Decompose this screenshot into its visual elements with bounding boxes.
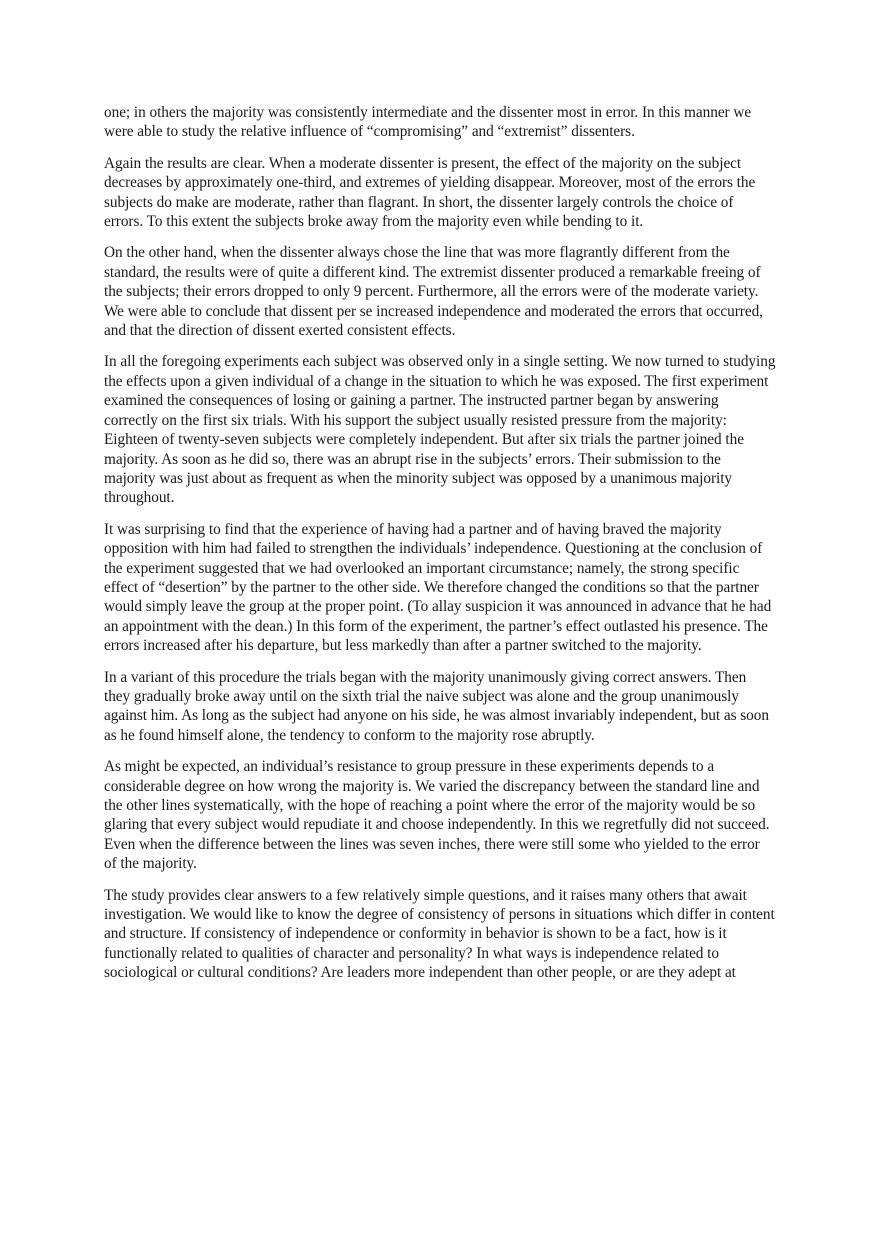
paragraph-8: The study provides clear answers to a few relatively simple questions, and it raises many others that await investigation. We would like to know the degree of consistency of persons in situations which differ in content and structure. If consistency of independence or conformity in behavior is shown to be a fact, how is it functionally related to qualities of character and personality? In what ways is independence related to sociological or cultural conditions? Are leaders more independent than other people, or are they adept at: [104, 886, 775, 982]
paragraph-1: one; in others the majority was consistently intermediate and the dissenter most in error. In this manner we were able to study the relative influence of “compromising” and “extremist” dissenters.: [104, 104, 752, 141]
paragraph-4: In all the foregoing experiments each subject was observed only in a single setting. We now turned to studying the effects upon a given individual of a change in the situation to which he was exposed. The first experiment examined the consequences of losing or gaining a partner. The instructed partner began by answering correctly on the first six trials. With his support the subject usually resisted pressure from the majority: Eighteen of twenty-seven subjects were completely independent. But after six trials the partner joined the majority. As soon as he did so, there was an abrupt rise in the subjects’ errors. Their submission to the majority was just about as frequent as when the minority subject was opposed by a unanimous majority throughout.: [104, 353, 776, 507]
paragraph-6: In a variant of this procedure the trials began with the majority unanimously giving correct answers. Then they gradually broke away until on the sixth trial the naive subject was alone and the group unanimously against him. As long as the subject had anyone on his side, he was almost invariably independent, but as soon as he found himself alone, the tendency to conform to the majority rose abruptly.: [104, 668, 769, 744]
paragraph-5: It was surprising to find that the experience of having had a partner and of having braved the majority opposition with him had failed to strengthen the individuals’ independence. Questioning at the conclusion of the experiment suggested that we had overlooked an important circumstance; namely, the strong specific effect of “desertion” by the partner to the other side. We therefore changed the conditions so that the partner would simply leave the group at the proper point. (To allay suspicion it was announced in advance that he had an appointment with the dean.) In this form of the experiment, the partner’s effect outlasted his presence. The errors increased after his departure, but less markedly than after a partner switched to the majority.: [104, 520, 772, 655]
paragraph-3: On the other hand, when the dissenter always chose the line that was more flagrantly different from the standard, the results were of quite a different kind. The extremist dissenter produced a remarkable freeing of the subjects; their errors dropped to only 9 percent. Furthermore, all the errors were of the moderate variety. We were able to conclude that dissent per se increased independence and moderated the errors that occurred, and that the direction of dissent exerted consistent effects.: [104, 244, 763, 340]
paragraph-7: As might be expected, an individual’s resistance to group pressure in these experiments depends to a considerable degree on how wrong the majority is. We varied the discrepancy between the standard line and the other lines systematically, with the hope of reaching a point where the error of the majority would be so glaring that every subject would repudiate it and choose independently. In this we regretfully did not succeed. Even when the difference between the lines was seven inches, there were still some who yielded to the error of the majority.: [104, 758, 770, 873]
document-body: [104, 103, 776, 995]
paragraph-2: Again the results are clear. When a moderate dissenter is present, the effect of the majority on the subject decreases by approximately one-third, and extremes of yielding disappear. Moreover, most of the errors the subjects do make are moderate, rather than flagrant. In short, the dissenter largely controls the choice of errors. To this extent the subjects broke away from the majority even while bending to it.: [104, 154, 756, 231]
